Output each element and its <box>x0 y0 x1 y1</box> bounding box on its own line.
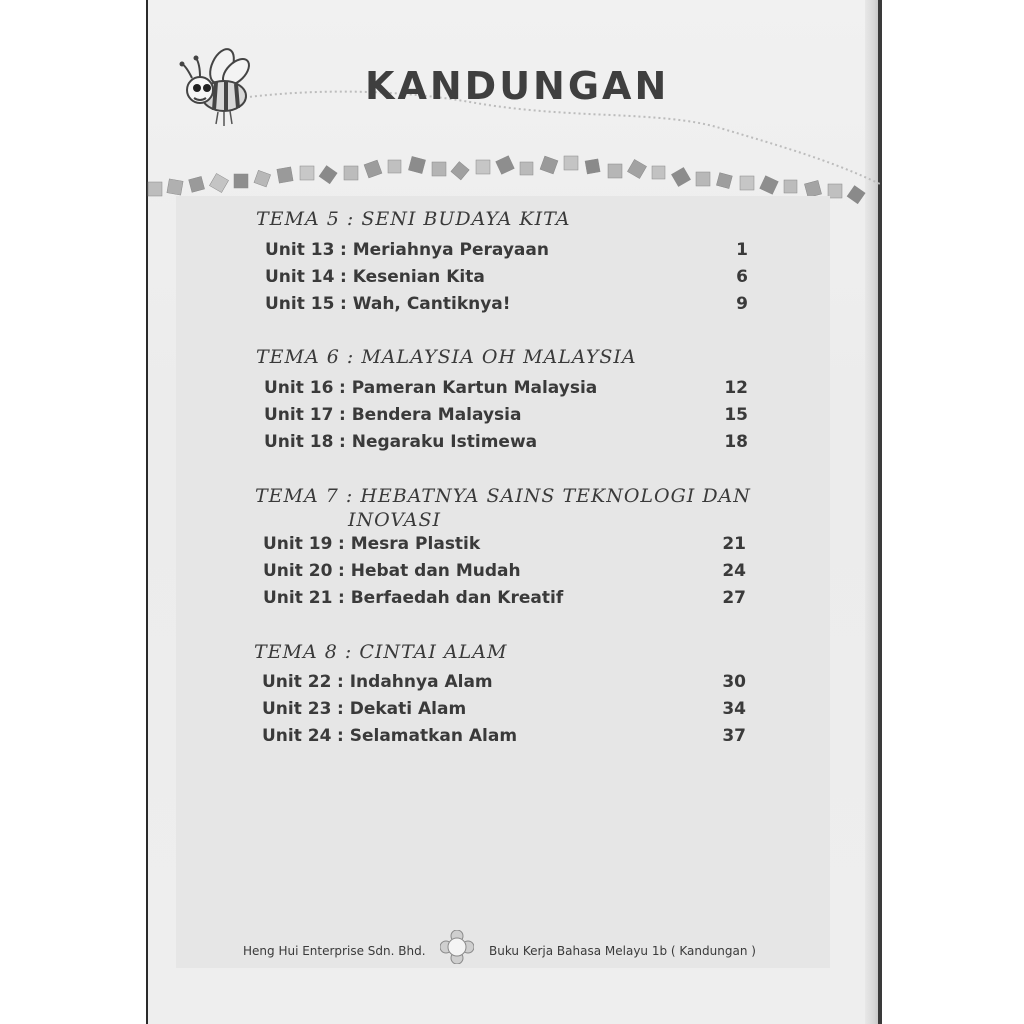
theme-heading: TEMA 8 : CINTAI ALAM <box>254 641 508 663</box>
unit-code: Unit 20 <box>263 561 333 581</box>
unit-page-number: 37 <box>722 726 746 746</box>
unit-code: Unit 13 <box>265 240 335 260</box>
unit-title: : Mesra Plastik <box>338 534 481 554</box>
unit-title: : Meriahnya Perayaan <box>340 240 549 260</box>
unit-code: Unit 23 <box>262 699 332 719</box>
unit-page-number: 34 <box>722 699 746 719</box>
footer-book-title: Buku Kerja Bahasa Melayu 1b ( Kandungan ) <box>489 944 756 958</box>
unit-title: : Dekati Alam <box>337 699 467 719</box>
unit-code: Unit 18 <box>264 432 334 452</box>
unit-code: Unit 24 <box>262 726 332 746</box>
unit-page-number: 9 <box>736 294 748 314</box>
unit-page-number: 21 <box>722 534 746 554</box>
unit-title: : Negaraku Istimewa <box>339 432 538 452</box>
unit-page-number: 30 <box>722 672 746 692</box>
theme-heading: TEMA 6 : MALAYSIA OH MALAYSIA <box>256 346 637 368</box>
page-title: KANDUNGAN <box>365 64 670 108</box>
unit-title: : Bendera Malaysia <box>339 405 522 425</box>
flower-logo-icon <box>440 930 474 964</box>
unit-code: Unit 16 <box>264 378 334 398</box>
theme-heading: TEMA 7 : HEBATNYA SAINS TEKNOLOGI DAN <box>255 485 751 507</box>
unit-title: : Kesenian Kita <box>340 267 485 287</box>
unit-code: Unit 19 <box>263 534 333 554</box>
theme-heading-continued: INOVASI <box>348 509 442 531</box>
unit-page-number: 15 <box>724 405 748 425</box>
unit-title: : Selamatkan Alam <box>337 726 518 746</box>
unit-code: Unit 15 <box>265 294 335 314</box>
unit-title: : Wah, Cantiknya! <box>340 294 511 314</box>
theme-heading: TEMA 5 : SENI BUDAYA KITA <box>256 208 571 230</box>
unit-title: : Berfaedah dan Kreatif <box>338 588 564 608</box>
unit-title: : Hebat dan Mudah <box>338 561 521 581</box>
footer-publisher: Heng Hui Enterprise Sdn. Bhd. <box>243 944 426 958</box>
unit-page-number: 18 <box>724 432 748 452</box>
unit-title: : Indahnya Alam <box>337 672 493 692</box>
unit-code: Unit 22 <box>262 672 332 692</box>
unit-code: Unit 17 <box>264 405 334 425</box>
unit-page-number: 6 <box>736 267 748 287</box>
unit-page-number: 1 <box>736 240 748 260</box>
unit-title: : Pameran Kartun Malaysia <box>339 378 598 398</box>
unit-code: Unit 21 <box>263 588 333 608</box>
unit-code: Unit 14 <box>265 267 335 287</box>
unit-page-number: 12 <box>724 378 748 398</box>
unit-page-number: 24 <box>722 561 746 581</box>
unit-page-number: 27 <box>722 588 746 608</box>
